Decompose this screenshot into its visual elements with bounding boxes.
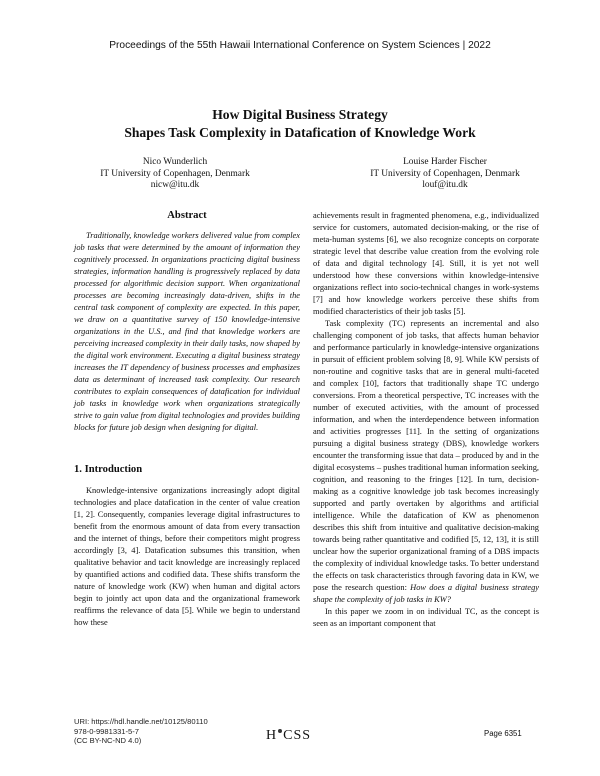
footer-info <box>74 717 208 746</box>
author-email: louf@itu.dk <box>422 180 468 191</box>
title-line-1: How Digital Business Strategy <box>212 107 388 122</box>
left-column <box>74 210 300 629</box>
footer-isbn: 978-0-9981331-5-7 <box>74 726 140 736</box>
right-column <box>313 210 539 630</box>
author-affiliation: IT University of Copenhagen, Denmark <box>370 168 520 179</box>
author-name: Nico Wunderlich <box>142 157 208 167</box>
paragraph-text: Task complexity (TC) represents an incremental and also challenging component of job tasks, that affects human behavior and performance particularly in knowledge-intensive organizations in pursuit of efficient problem solving [8, 9]. While KW persists of non-routine and cognitive tasks that are in general multi-faceted and complex [10], factors that traditionally shape TC undergo conversions. From a theoretical perspective, TC increases with the number of executed activities, with the amount of processed information, and when the interdependence between information and activities progresses [11]. In the setting of organizations pursuing a digital business strategy (DBS), knowledge workers encounter the transforming issue that data – produced by and in the digital ecosystems – pushes traditional human information seeking, cognition, and reasoning to the fringes [12]. In turn, decision-making as a cognitive knowledge job task becomes increasingly supported and partly overtaken by algorithms and artificial intelligence. While the datafication of KW as phenomenon describes this shift from intuitive and qualitative decision-making towards being rather quantitative and codified [5, 12, 13], it is still unclear how the superior organizational framing of a DBS impacts the complexity of individual knowledge tasks. To better understand the effects on task characteristics through favoring data in KW, we pose the research question: <box>313 319 539 592</box>
abstract-heading: Abstract <box>167 210 207 221</box>
author-affiliation: IT University of Copenhagen, Denmark <box>100 168 250 179</box>
introduction-heading: 1. Introduction <box>74 464 143 475</box>
paper-title <box>0 106 600 142</box>
author-block-2 <box>320 157 570 192</box>
author-name: Louise Harder Fischer <box>403 157 487 167</box>
title-line-2: Shapes Task Complexity in Datafication of Knowledge Work <box>124 125 476 140</box>
author-email: nicw@itu.dk <box>150 180 200 191</box>
abstract-text: Traditionally, knowledge workers delivered value from complex job tasks that were determined by the amount of information they cognitively processed. In organizations practicing digital business strategies, information handling is progressively replaced by data processed for algorithmic decision support. When organizational processes are becoming increasingly data-driven, shifts in the central task component of complexity are expected. In this paper, we draw on a quantitative survey of 150 knowledge-intensive organizations in the U.S., and find that knowledge workers are perceiving increased complexity in their daily tasks, now shaped by the digital work environment. Executing a digital business strategy increases the IT dependency of business processes and emphasizes data as determinant of increased task complexity. Our research contributes to explain consequences of datafication for individual job tasks in knowledge work when organizations strategically strive to gain value from digital technologies and provides building blocks for future job design when designing for digital. <box>74 231 300 432</box>
right-paragraph-1: achievements result in fragmented phenomena, e.g., individualized service for customers, automated decision-making, or the rise of meta-human systems [6], we also recognize concepts on corporate strategic level that describe value creation from the evolving role of data and digital technology [4]. Still, it is yet not well understood how these conversions within knowledge-intensive organizations reflect into socio-technical changes in work-systems [7] and how knowledge workers perceive these shifts from modified characteristics of their job tasks [5]. <box>313 211 539 316</box>
hicss-logo <box>266 728 311 744</box>
page-number: Page 6351 <box>484 729 522 738</box>
right-paragraph-3: In this paper we zoom in on individual TC, as the concept is seen as an important component that <box>313 607 539 628</box>
footer-license: (CC BY-NC-ND 4.0) <box>74 736 142 746</box>
footer-url: URI: https://hdl.handle.net/10125/80110 <box>74 717 208 726</box>
right-paragraph-2 <box>313 318 539 606</box>
proceedings-header: Proceedings of the 55th Hawaii International Conference on System Sciences | 2022 <box>109 40 491 51</box>
author-block-1 <box>50 157 300 192</box>
logo-letters: CSS <box>283 728 312 743</box>
logo-letter-h: H <box>266 728 278 743</box>
research-question: How does a digital business strategy shape the complexity of job tasks in KW? <box>313 583 539 604</box>
intro-paragraph-1: Knowledge-intensive organizations increasingly adopt digital technologies and place datafication in the center of value creation [1, 2]. Consequently, companies leverage digital infrastructures to benefit from the enormous amount of data from every transaction and the internet of things, before their competitors might progress accordingly [3, 4]. Datafication subsumes this transition, when qualitative behavior and tacit knowledge are increasingly replaced by quantified actions and codified data. These shifts transform the nature of knowledge work (KW) when human and digital actors begin to jointly act upon data and the organizational framework reaffirms the relevance of data [5]. While we begin to understand how these <box>74 486 300 627</box>
logo-dot-icon <box>278 729 282 733</box>
